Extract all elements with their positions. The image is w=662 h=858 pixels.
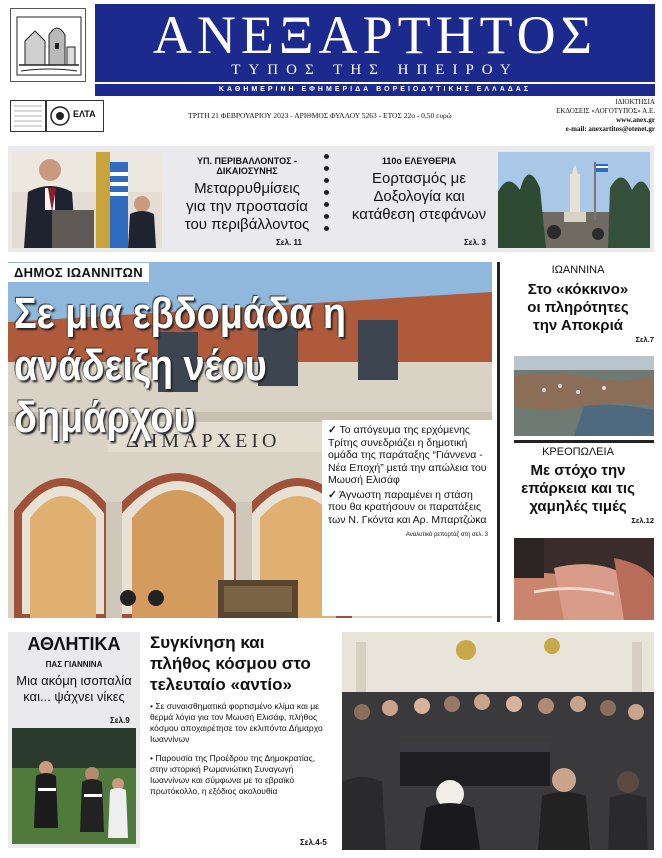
- rc-kicker: ΙΩΑΝΝΙΝΑ: [551, 264, 605, 276]
- funeral-photo: [342, 632, 654, 850]
- rc-kicker: ΚΡΕΟΠΩΛΕΙΑ: [542, 446, 614, 458]
- funeral-page: Σελ.4-5: [300, 838, 327, 847]
- story-apokria[interactable]: [502, 264, 654, 344]
- sports-page: Σελ.9: [110, 716, 130, 725]
- rc-title: Με στόχο την επάρκεια και τις χαμηλές τιμές: [521, 462, 635, 515]
- story-butchers[interactable]: [502, 446, 654, 525]
- bullet-dot-icon: •: [150, 753, 153, 763]
- main-story-ref: Αναλυτικό ρεπορτάζ στη σελ. 3: [405, 532, 488, 538]
- bullet-1: ✓ Το απόγευμα της ερχόμενης Τρίτης συνεδριάζει η δημοτική ομάδα της παράταξης “Γιάννενα - Νέα Εποχή” μετά την απώλεια του Μωυσή Ελισάφ: [328, 424, 487, 486]
- monument-photo: [498, 152, 650, 248]
- publisher-info: [490, 98, 655, 134]
- teaser-title: Εορτασμός με Δοξολογία και κατάθεση στεφάνων: [351, 170, 487, 223]
- title-band: [95, 4, 655, 82]
- check-icon: ✓: [328, 488, 337, 501]
- sports-title: Μια ακόμη ισοπαλία και... ψάχνει νίκες: [16, 673, 132, 704]
- funeral-story[interactable]: [150, 632, 335, 848]
- rc-divider: [514, 440, 654, 443]
- rc-page: Σελ.7: [635, 335, 654, 344]
- sports-section: [8, 632, 140, 848]
- funeral-bullet-1: • Σε συναισθηματικά φορτισμένο κλίμα και με θερμά λόγια για τον Μωυσή Ελισάφ, πλήθος κόσμου αποχαιρέτησε τον εκλιπόντα Δήμαρχο Ιωαννίνων: [150, 701, 323, 744]
- minister-photo: [12, 152, 162, 248]
- bullet-2: ✓ Άγνωστη παραμένει η στάση που θα κρατήσουν οι παρατάξεις των Ν. Γκόντα και Αρ. Μπαρτζώκα: [328, 488, 487, 526]
- main-kicker: ΔΗΜΟΣ ΙΩΑΝΝΙΤΩΝ: [8, 263, 149, 282]
- butcher-photo: [514, 538, 654, 620]
- bullet-dot-icon: •: [150, 701, 153, 711]
- elta-label: ΕΛΤΑ: [73, 109, 96, 119]
- paper-title: ΑΝΕΞΑΡΤΗΤΟΣ: [152, 5, 598, 65]
- teaser-kicker: ΥΠ. ΠΕΡΙΒΑΛΛΟΝΤΟΣ - ΔΙΚΑΙΟΣΥΝΗΣ: [196, 156, 297, 176]
- lake-city-photo: [514, 356, 654, 436]
- rc-page: Σελ.12: [631, 516, 654, 525]
- football-photo: [12, 728, 136, 844]
- funeral-title: Συγκίνηση και πλήθος κόσμου στο τελευταίο «αντίο»: [150, 633, 311, 694]
- teaser-liberation[interactable]: [344, 156, 494, 224]
- check-icon: ✓: [328, 424, 337, 436]
- postage-box: [10, 100, 46, 132]
- info-row: [0, 98, 662, 138]
- teaser-environment[interactable]: [172, 156, 322, 234]
- issue-line: ΤΡΙΤΗ 21 ΦΕΒΡΟΥΑΡΙΟΥ 2023 - ΑΡΙΘΜΟΣ ΦΥΛΛΟΥ 5263 - ΕΤΟΣ 22ο - 0,50 ευρώ: [188, 111, 452, 120]
- teaser-band: [8, 146, 654, 252]
- funeral-bullet-2: • Παρουσία της Προέδρου της Δημοκρατίας, στην ιστορική Ρωμανιώτικη Συναγωγή Ιωαννίνων και σύμφωνα με το εβραϊκό πρωτόκολλο, η εξόδιος ακολουθία: [150, 753, 316, 796]
- email-link[interactable]: e-mail: anexartitos@otenet.gr: [565, 125, 655, 133]
- newspaper-logo: [10, 8, 86, 82]
- tagline: ΚΑΘΗΜΕΡΙΝΗ ΕΦΗΜΕΡΙΔΑ ΒΟΡΕΙΟΔΥΤΙΚΗΣ ΕΛΛΑΔΑΣ: [95, 84, 655, 96]
- main-headline[interactable]: Σε μια εβδομάδα η ανάδειξη νέου δημάρχου: [14, 289, 346, 442]
- sports-story[interactable]: [8, 660, 140, 705]
- sports-kicker: ΠΑΣ ΓΙΑΝΝΙΝΑ: [45, 660, 103, 669]
- sports-header: ΑΘΛΗΤΙΚΑ: [27, 634, 121, 654]
- website-link[interactable]: www.anex.gr: [616, 116, 655, 124]
- teaser-page: Σελ. 11: [276, 238, 302, 247]
- elta-postage-mark: [46, 100, 104, 132]
- teaser-divider: [324, 154, 330, 246]
- teaser-kicker: 110ο ΕΛΕΥΘΕΡΙΑ: [381, 156, 457, 166]
- right-column: [502, 262, 654, 622]
- main-story-bullets: [322, 420, 494, 616]
- publisher-label: ΙΔΙΟΚΤΗΣΙΑ: [615, 98, 655, 106]
- column-rule: [497, 262, 500, 622]
- teaser-title: Μεταρρυθμίσεις για την προστασία του περιβάλλοντος: [184, 180, 310, 233]
- building-sign: ΔΗΜΑΡΧΕΙΟ: [126, 430, 281, 452]
- paper-subtitle: ΤΥΠΟΣ ΤΗΣ ΗΠΕΙΡΟΥ: [231, 62, 519, 78]
- teaser-page: Σελ. 3: [464, 238, 486, 247]
- rc-title: Στο «κόκκινο» οι πληρότητες την Αποκριά: [527, 281, 629, 334]
- masthead: [0, 0, 662, 93]
- publisher-name: ΕΚΔΟΣΕΙΣ «ΛΟΓΟΤΥΠΟΣ» Α.Ε.: [556, 107, 655, 115]
